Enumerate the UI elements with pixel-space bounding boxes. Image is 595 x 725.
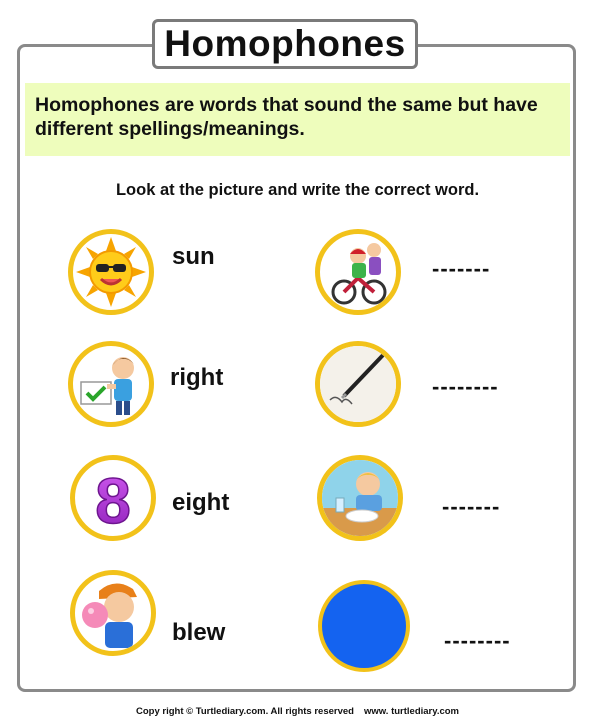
word-sun: sun: [172, 243, 215, 270]
definition-banner: [25, 83, 570, 156]
right-picture: [68, 341, 154, 427]
footer-site-link[interactable]: www. turtlediary.com: [363, 706, 459, 717]
footer-copyright: Copy right © Turtlediary.com. All rights reserved: [135, 706, 354, 717]
blue-picture: [318, 580, 410, 672]
blank-rode[interactable]: -------: [432, 256, 491, 281]
blank-blue[interactable]: --------: [444, 628, 511, 653]
svg-text:8: 8: [95, 465, 131, 535]
blew-picture: [70, 570, 156, 656]
definition-text: Homophones are words that sound the same but have different spellings/meanings.: [35, 94, 538, 140]
title-box: [152, 19, 418, 69]
sun-picture: [68, 229, 154, 315]
pen-writing-icon: [320, 346, 396, 422]
ate-picture: [317, 455, 403, 541]
instruction-text: Look at the picture and write the correct word.: [115, 181, 480, 199]
rode-picture: [315, 229, 401, 315]
blank-write[interactable]: --------: [432, 374, 499, 399]
sun-icon: [74, 235, 148, 309]
boy-with-checkmark-icon: [73, 346, 149, 422]
boy-eating-icon: [322, 460, 398, 536]
footer: [0, 706, 595, 717]
word-eight: eight: [172, 489, 230, 516]
number-eight-icon: [76, 461, 150, 535]
boy-blowing-bubblegum-icon: [75, 575, 151, 651]
word-right: right: [170, 364, 224, 391]
children-riding-bicycle-icon: [320, 234, 396, 310]
blue-circle-icon: [322, 584, 406, 668]
eight-picture: [70, 455, 156, 541]
write-picture: [315, 341, 401, 427]
page-title: Homophones: [164, 23, 406, 64]
word-blew: blew: [172, 619, 226, 646]
blank-ate[interactable]: -------: [442, 494, 501, 519]
